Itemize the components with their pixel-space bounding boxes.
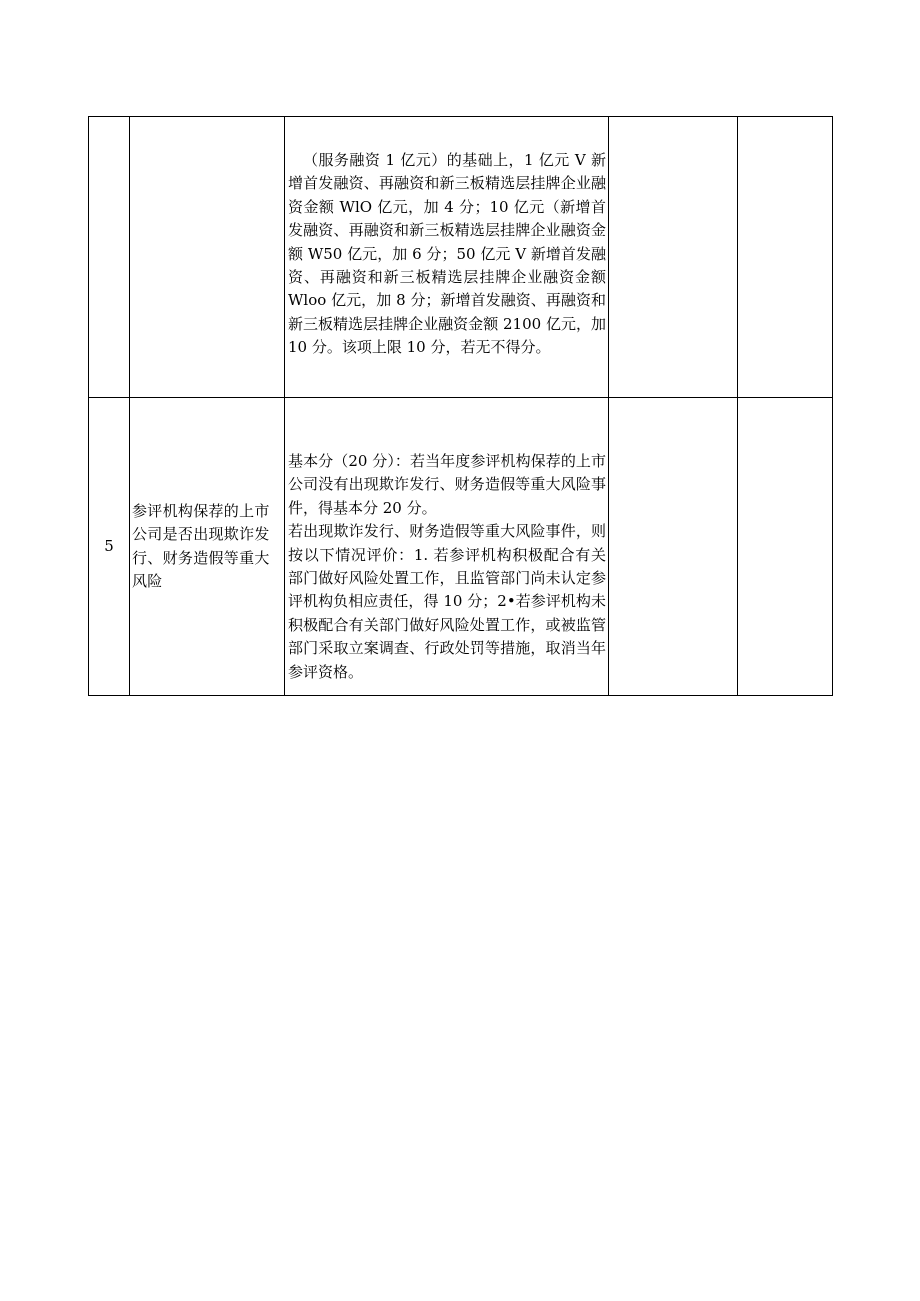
evaluation-item: 参评机构保荐的上市公司是否出现欺诈发行、财务造假等重大风险 bbox=[130, 398, 285, 696]
score-cell bbox=[609, 398, 738, 696]
table-row bbox=[89, 398, 833, 696]
table-row bbox=[89, 117, 833, 398]
scoring-criteria bbox=[285, 117, 609, 398]
remark-cell bbox=[738, 117, 833, 398]
scoring-table bbox=[88, 116, 833, 696]
remark-cell bbox=[738, 398, 833, 696]
row-number bbox=[89, 117, 130, 398]
score-cell bbox=[609, 117, 738, 398]
criteria-paragraph: 基本分（20 分）：若当年度参评机构保荐的上市公司没有出现欺诈发行、财务造假等重大风险事件，得基本分 20 分。 bbox=[288, 452, 606, 517]
criteria-paragraph: （服务融资 1 亿元）的基础上，1 亿元 V 新增首发融资、再融资和新三板精选层挂牌企业融资金额 WlO 亿元，加 4 分；10 亿元（新增首发融资、再融资和新三板精选层挂牌企业融资金额 W50 亿元，加 6 分；50 亿元 V 新增首发融资、再融资和新三板精选层挂牌企业融资金额 Wloo 亿元，加 8 分；新增首发融资、再融资和新三板精选层挂牌企业融资金额 2100 亿元，加 10 分。该项上限 10 分，若无不得分。 bbox=[288, 151, 606, 357]
row-number: 5 bbox=[89, 398, 130, 696]
scoring-criteria bbox=[285, 398, 609, 696]
evaluation-item bbox=[130, 117, 285, 398]
criteria-paragraph: 若出现欺诈发行、财务造假等重大风险事件，则按以下情况评价：1. 若参评机构积极配合有关部门做好风险处置工作，且监管部门尚未认定参评机构负相应责任，得 10 分；2•若参评机构未积极配合有关部门做好风险处置工作，或被监管部门采取立案调查、行政处罚等措施，取消当年参评资格。 bbox=[288, 522, 606, 681]
